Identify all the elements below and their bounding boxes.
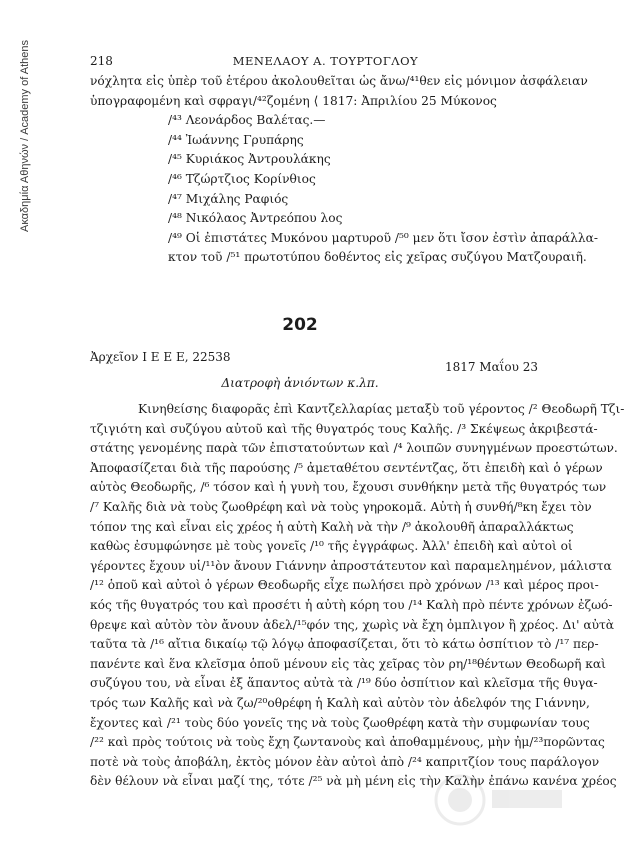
body-line: κός τῆς θυγατρός του καὶ προσέτι ἡ αὐτὴ κόρη του /¹⁴ Καλὴ πρὸ πέντε χρόνων ἐζωό- — [90, 597, 613, 612]
body-line: πανέντε καὶ ἕνα κλεῖσμα ὁποῦ μένουν εἰς τὰς χεῖρας τὸν ρη/¹⁸θέντων Θεοδωρῆ καὶ — [90, 656, 606, 671]
page-number: 218 — [90, 54, 113, 68]
running-title: ΜΕΝΕΛΑΟΥ Α. ΤΟΥΡΤΟΓΛΟΥ — [232, 54, 419, 68]
body-line: τζιγιότη καὶ συζύγου αὐτοῦ καὶ τῆς θυγατρός τους Καλῆς. /³ Σκέψεως ἀκριβεστά- — [90, 421, 598, 436]
archive-reference: Ἀρχεῖον Ι Ε Ε Ε, 22538 — [90, 350, 231, 364]
text-line: κτον τοῦ /⁵¹ πρωτοτύπου δοθέντος εἰς χεῖρας συζύγου Ματζουραιῆ. — [168, 250, 587, 265]
watermark-seal-icon — [430, 770, 570, 830]
signature-line: /⁴⁵ Κυριάκος Ἀντρουλάκης — [168, 152, 331, 167]
signature-line: /⁴⁴ Ἰωάννης Γρυπάρης — [168, 132, 304, 147]
body-line: αὐτὸς Θεοδωρῆς, /⁶ τόσον καὶ ἡ γυνὴ του, ἔχουσι συνθήκην μετὰ τῆς θυγατρός των — [90, 480, 607, 495]
section-previous-document — [90, 72, 598, 268]
signature-line: /⁴⁶ Τζώρτζιος Κορίνθιος — [168, 171, 316, 186]
body-line: ποτὲ νὰ τοὺς ἀποβάλη, ἐκτὸς μόνον ἐὰν αὐτοὶ ἀπὸ /²⁴ καπριτζίον τους παράλογον — [90, 754, 600, 769]
text-line: νόχλητα εἰς ὑπὲρ τοῦ ἑτέρου ἀκολουθεῖται ὡς ἄνω/⁴¹θεν εἰς μόνιμον ἀσφάλειαν — [90, 74, 588, 88]
body-line: γέροντες ἔχουν υἱ/¹¹ὸν ἄνουν Γιάννην ἀπροστάτευτον καὶ παραμελημένον, μάλιστα — [90, 558, 612, 573]
archive-row — [90, 350, 538, 374]
body-line: τόπον της καὶ εἶναι εἰς χρέος ἡ αὐτὴ Καλὴ νὰ τὴν /⁹ ἀκολουθῆ ἀπαραλλάκτως — [90, 519, 574, 534]
body-line: τρός των Καλῆς καὶ νὰ ζω/²⁰οθρέφη ἡ Καλὴ καὶ αὐτὸν τὸν ἀδελφόν της Γιάννην, — [90, 695, 590, 710]
signature-line: /⁴⁹ Οἱ ἐπιστάτες Μυκόνου μαρτυροῦ /⁵⁰ μεν ὅτι ἴσον ἐστὶν ἀπαράλλα- — [168, 230, 598, 245]
signature-line: /⁴³ Λεονάρδος Βαλέτας.— — [168, 113, 326, 128]
document-subtitle: Διατροφὴ ἀνιόντων κ.λπ. — [221, 376, 379, 390]
page-header — [90, 54, 538, 68]
body-line: συζύγου του, νὰ εἶναι ἐξ ἅπαντος αὐτὰ τὰ /¹⁹ δύο ὀσπίτιον καὶ κλεῖσμα τῆς θυγα- — [90, 676, 598, 691]
text-line: ὑπογραφομένη καὶ σφραγι/⁴²ζομένη ⟨ 1817: Ἀπριλίου 25 Μύκονος — [90, 93, 497, 108]
body-line: /²² καὶ πρὸς τούτοις νὰ τοὺς ἔχη ζωντανοὺς καὶ ἀποθαμμένους, μὴν ἠμ/²³πορῶντας — [90, 735, 605, 750]
document-number: 202 — [282, 315, 318, 335]
body-line: /¹² ὁποῦ καὶ αὐτοὶ ὁ γέρων Θεοδωρῆς εἶχε πωλήσει πρὸ χρόνων /¹³ καὶ μέρος προι- — [90, 578, 599, 593]
body-line: Ἀποφασίζεται διὰ τῆς παρούσης /⁵ ἀμεταθέτου σεντέντζας, ὅτι ἐπειδὴ καὶ ὁ γέρων — [90, 460, 603, 475]
body-line: ἔχοντες καὶ /²¹ τοὺς δύο γονεῖς της νὰ τοὺς ζωοθρέφη κατὰ τὴν συμφωνίαν τους — [90, 715, 590, 730]
body-line: στάτης γενομένης παρὰ τῶν ἐπιστατούντων καὶ /⁴ λοιπῶν συνηγμένων προεστώτων. — [90, 441, 618, 456]
document-date: 1817 Μαΐου 23 — [444, 360, 538, 374]
body-line: δὲν θέλουν νὰ εἶναι μαζί της, τότε /²⁵ νὰ μὴ μένη εἰς τὴν Καλὴν ἐπάνω κανένα χρέος — [90, 774, 617, 789]
signature-line: /⁴⁸ Νικόλαος Ἀντρεόπου λος — [168, 211, 343, 226]
body-line: /⁷ Καλῆς διὰ νὰ τοὺς ζωοθρέφη καὶ νὰ τοὺς γηροκομᾶ. Αὐτὴ ἡ συνθή/⁸κη ἔχει τὸν — [90, 499, 592, 514]
body-line: Κινηθείσης διαφορᾶς ἐπὶ Καντζελλαρίας μεταξὺ τοῦ γέροντος /² Θεοδωρῆ Τζι- — [138, 402, 624, 416]
side-watermark-label: Ακαδημία Αθηνών / Academy of Athens — [19, 40, 31, 233]
body-line: ταῦτα τὰ /¹⁶ αἴτια δικαίῳ τῷ λόγῳ ἀποφασίζεται, ὅτι τὸ κάτω ὀσπίτιον τὸ /¹⁷ περ- — [90, 637, 599, 652]
signature-line: /⁴⁷ Μιχάλης Ραφιός — [168, 191, 289, 206]
body-line: θρεψε καὶ αὐτὸν τὸν ἄνουν ἀδελ/¹⁵φόν της, χωρὶς νὰ ἔχη ὀμπλιγον ἢ χρέος. Δι' αὐτὰ — [90, 617, 614, 632]
body-line: καθὼς ἐσυμφώνησε μὲ τοὺς γονεῖς /¹⁰ τῆς ἐγγράφως. Ἀλλ' ἐπειδὴ καὶ αὐτοὶ οἱ — [90, 539, 573, 554]
document-body — [90, 400, 624, 792]
